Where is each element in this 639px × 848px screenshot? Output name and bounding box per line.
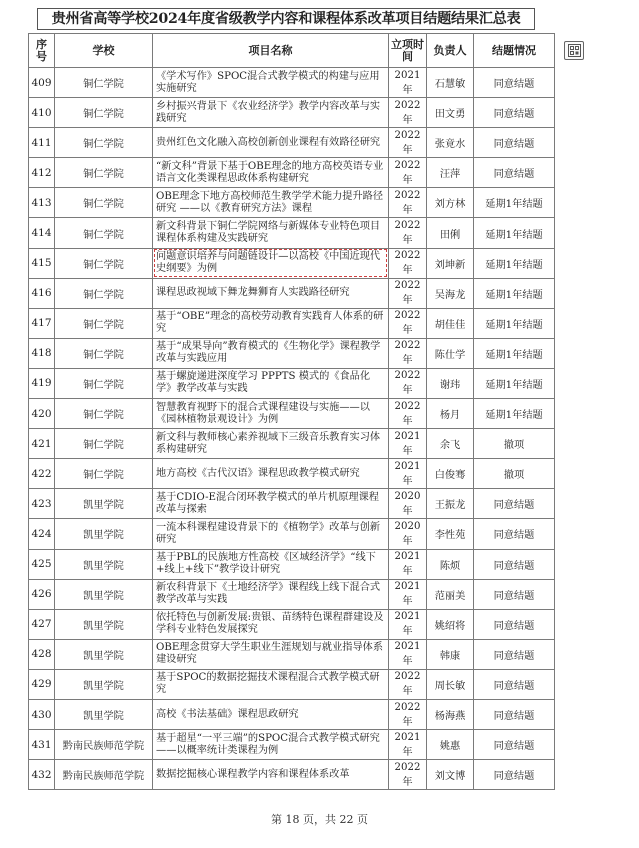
row-no: 411 xyxy=(29,128,55,158)
row-year: 2020年 xyxy=(389,519,427,549)
row-result: 同意结题 xyxy=(474,68,555,98)
row-leader: 白俊骞 xyxy=(427,459,474,489)
row-no: 413 xyxy=(29,188,55,218)
row-school: 铜仁学院 xyxy=(55,308,153,338)
row-result: 同意结题 xyxy=(474,639,555,669)
header-leader: 负责人 xyxy=(427,34,474,68)
row-project-name: 数据挖掘核心课程教学内容和课程体系改革 xyxy=(153,760,389,790)
row-leader: 韩康 xyxy=(427,639,474,669)
row-leader: 刘坤新 xyxy=(427,248,474,278)
row-school: 铜仁学院 xyxy=(55,278,153,308)
row-school: 铜仁学院 xyxy=(55,459,153,489)
table-row xyxy=(29,459,555,489)
table-row xyxy=(29,158,555,188)
row-year: 2022年 xyxy=(389,218,427,248)
row-leader: 姚惠 xyxy=(427,730,474,760)
row-project-name: 《学术写作》SPOC混合式教学模式的构建与应用实施研究 xyxy=(153,68,389,98)
row-result: 延期1年结题 xyxy=(474,188,555,218)
row-leader: 汪萍 xyxy=(427,158,474,188)
row-project-name: 新文科与教师核心素养视域下三级音乐教育实习体系构建研究 xyxy=(153,429,389,459)
table-row xyxy=(29,399,555,429)
row-school: 铜仁学院 xyxy=(55,68,153,98)
row-result: 同意结题 xyxy=(474,579,555,609)
row-leader: 周长敏 xyxy=(427,669,474,699)
row-no: 427 xyxy=(29,609,55,639)
row-school: 黔南民族师范学院 xyxy=(55,730,153,760)
row-year: 2021年 xyxy=(389,429,427,459)
table-row xyxy=(29,128,555,158)
table-row xyxy=(29,549,555,579)
row-leader: 刘文博 xyxy=(427,760,474,790)
row-leader: 姚绍将 xyxy=(427,609,474,639)
row-result: 同意结题 xyxy=(474,128,555,158)
row-school: 铜仁学院 xyxy=(55,429,153,459)
row-result: 同意结题 xyxy=(474,760,555,790)
table-row xyxy=(29,519,555,549)
row-school: 铜仁学院 xyxy=(55,399,153,429)
row-result: 同意结题 xyxy=(474,158,555,188)
row-no: 424 xyxy=(29,519,55,549)
row-leader: 田文勇 xyxy=(427,98,474,128)
results-table xyxy=(28,33,555,790)
row-no: 418 xyxy=(29,338,55,368)
row-leader: 范丽美 xyxy=(427,579,474,609)
row-year: 2022年 xyxy=(389,278,427,308)
row-project-name: 贵州红色文化融入高校创新创业课程有效路径研究 xyxy=(153,128,389,158)
row-result: 延期1年结题 xyxy=(474,399,555,429)
table-row xyxy=(29,368,555,398)
row-project-name: 基于CDIO-E混合闭环教学模式的单片机原理课程改革与探索 xyxy=(153,489,389,519)
row-no: 410 xyxy=(29,98,55,128)
row-leader: 石慧敏 xyxy=(427,68,474,98)
row-no: 429 xyxy=(29,669,55,699)
row-year: 2022年 xyxy=(389,158,427,188)
row-project-name: 基于超星“一平三端”的SPOC混合式教学模式研究——以概率统计类课程为例 xyxy=(153,730,389,760)
row-leader: 杨海燕 xyxy=(427,699,474,729)
table-row xyxy=(29,188,555,218)
row-no: 417 xyxy=(29,308,55,338)
row-school: 凯里学院 xyxy=(55,519,153,549)
table-body xyxy=(29,68,555,790)
row-result: 延期1年结题 xyxy=(474,338,555,368)
row-school: 凯里学院 xyxy=(55,549,153,579)
row-result: 撤项 xyxy=(474,459,555,489)
row-project-name: 基于“成果导向”教育模式的《生物化学》课程教学改革与实践应用 xyxy=(153,338,389,368)
row-leader: 余飞 xyxy=(427,429,474,459)
row-result: 延期1年结题 xyxy=(474,218,555,248)
row-project-name: 智慧教育视野下的混合式课程建设与实施——以《园林植物景观设计》为例 xyxy=(153,399,389,429)
table-row xyxy=(29,579,555,609)
row-project-name: 基于PBL的民族地方性高校《区域经济学》“线下+线上+线下”教学设计研究 xyxy=(153,549,389,579)
row-leader: 陈烦 xyxy=(427,549,474,579)
row-project-name xyxy=(153,248,389,278)
row-result: 同意结题 xyxy=(474,730,555,760)
table-row xyxy=(29,669,555,699)
row-result: 同意结题 xyxy=(474,669,555,699)
row-leader: 杨月 xyxy=(427,399,474,429)
row-year: 2021年 xyxy=(389,579,427,609)
row-year: 2022年 xyxy=(389,308,427,338)
row-no: 419 xyxy=(29,368,55,398)
row-school: 铜仁学院 xyxy=(55,188,153,218)
row-project-name: 新文科背景下铜仁学院网络与新媒体专业特色项目课程体系构建及实践研究 xyxy=(153,218,389,248)
row-no: 414 xyxy=(29,218,55,248)
table-row xyxy=(29,68,555,98)
row-year: 2022年 xyxy=(389,760,427,790)
header-year: 立项时间 xyxy=(389,34,427,68)
row-no: 421 xyxy=(29,429,55,459)
document-title: 贵州省高等学校2024年度省级教学内容和课程体系改革项目结题结果汇总表 xyxy=(37,8,535,30)
row-project-name: 基于螺旋递进深度学习 PPPTS 模式的《食品化学》教学改革与实践 xyxy=(153,368,389,398)
row-no: 412 xyxy=(29,158,55,188)
row-result: 同意结题 xyxy=(474,98,555,128)
page-footer: 第 18 页，共 22 页 xyxy=(271,813,368,826)
table-row xyxy=(29,639,555,669)
header-project-name: 项目名称 xyxy=(153,34,389,68)
row-year: 2020年 xyxy=(389,489,427,519)
row-project-name: OBE理念下地方高校师范生教学学术能力提升路径研究 ——以《教育研究方法》课程 xyxy=(153,188,389,218)
row-school: 黔南民族师范学院 xyxy=(55,760,153,790)
table-row xyxy=(29,609,555,639)
row-no: 426 xyxy=(29,579,55,609)
row-project-name: 地方高校《古代汉语》课程思政教学模式研究 xyxy=(153,459,389,489)
row-no: 431 xyxy=(29,730,55,760)
table-row xyxy=(29,98,555,128)
row-result: 同意结题 xyxy=(474,699,555,729)
header-school: 学校 xyxy=(55,34,153,68)
row-year: 2022年 xyxy=(389,98,427,128)
row-school: 铜仁学院 xyxy=(55,158,153,188)
header-no: 序号 xyxy=(29,34,55,68)
row-leader: 王振龙 xyxy=(427,489,474,519)
row-year: 2021年 xyxy=(389,730,427,760)
row-leader: 刘方林 xyxy=(427,188,474,218)
table-row xyxy=(29,699,555,729)
row-result: 延期1年结题 xyxy=(474,308,555,338)
table-header-row xyxy=(29,34,555,68)
row-year: 2021年 xyxy=(389,609,427,639)
row-no: 430 xyxy=(29,699,55,729)
row-project-name: “新文科”背景下基于OBE理念的地方高校英语专业语言文化类课程思政体系构建研究 xyxy=(153,158,389,188)
table-row xyxy=(29,218,555,248)
row-year: 2021年 xyxy=(389,639,427,669)
row-no: 416 xyxy=(29,278,55,308)
row-result: 延期1年结题 xyxy=(474,368,555,398)
row-no: 409 xyxy=(29,68,55,98)
header-result: 结题情况 xyxy=(474,34,555,68)
row-no: 425 xyxy=(29,549,55,579)
row-year: 2021年 xyxy=(389,549,427,579)
row-school: 铜仁学院 xyxy=(55,248,153,278)
row-school: 凯里学院 xyxy=(55,489,153,519)
row-result: 延期1年结题 xyxy=(474,278,555,308)
row-no: 428 xyxy=(29,639,55,669)
table-row xyxy=(29,760,555,790)
row-leader: 谢玮 xyxy=(427,368,474,398)
row-year: 2022年 xyxy=(389,128,427,158)
row-leader: 张竟水 xyxy=(427,128,474,158)
row-year: 2022年 xyxy=(389,699,427,729)
row-school: 凯里学院 xyxy=(55,639,153,669)
row-school: 铜仁学院 xyxy=(55,98,153,128)
row-project-name: 一流本科课程建设背景下的《植物学》改革与创新研究 xyxy=(153,519,389,549)
row-result: 同意结题 xyxy=(474,549,555,579)
row-school: 铜仁学院 xyxy=(55,128,153,158)
row-leader: 吴海龙 xyxy=(427,278,474,308)
row-year: 2022年 xyxy=(389,338,427,368)
highlighted-project-name: 问题意识培养与问题链设计—以高校《中国近现代史纲要》为例 xyxy=(156,251,385,275)
table-row xyxy=(29,308,555,338)
row-result: 撤项 xyxy=(474,429,555,459)
row-result: 延期1年结题 xyxy=(474,248,555,278)
row-school: 铜仁学院 xyxy=(55,338,153,368)
row-project-name: 依托特色与创新发展:贵银、苗绣特色课程群建设及学科专业特色发展探究 xyxy=(153,609,389,639)
row-project-name: 基于SPOC的数据挖掘技术课程混合式教学模式研究 xyxy=(153,669,389,699)
row-year: 2022年 xyxy=(389,188,427,218)
row-year: 2021年 xyxy=(389,68,427,98)
row-project-name: 乡村振兴背景下《农业经济学》教学内容改革与实践研究 xyxy=(153,98,389,128)
row-result: 同意结题 xyxy=(474,489,555,519)
row-year: 2022年 xyxy=(389,368,427,398)
row-no: 415 xyxy=(29,248,55,278)
row-no: 420 xyxy=(29,399,55,429)
table-row xyxy=(29,730,555,760)
row-year: 2022年 xyxy=(389,399,427,429)
table-row xyxy=(29,248,555,278)
row-project-name: 课程思政视域下舞龙舞狮育人实践路径研究 xyxy=(153,278,389,308)
row-leader: 田俐 xyxy=(427,218,474,248)
row-project-name: 高校《书法基础》课程思政研究 xyxy=(153,699,389,729)
row-school: 铜仁学院 xyxy=(55,218,153,248)
row-no: 423 xyxy=(29,489,55,519)
table-row xyxy=(29,338,555,368)
row-project-name: OBE理念贯穿大学生职业生涯规划与就业指导体系建设研究 xyxy=(153,639,389,669)
grid-qr-icon-glyph xyxy=(568,44,581,57)
row-leader: 胡佳佳 xyxy=(427,308,474,338)
row-school: 凯里学院 xyxy=(55,699,153,729)
row-year: 2021年 xyxy=(389,459,427,489)
row-year: 2022年 xyxy=(389,248,427,278)
row-school: 凯里学院 xyxy=(55,669,153,699)
table-row xyxy=(29,429,555,459)
row-year: 2022年 xyxy=(389,669,427,699)
row-no: 422 xyxy=(29,459,55,489)
row-no: 432 xyxy=(29,760,55,790)
row-leader: 李性苑 xyxy=(427,519,474,549)
row-leader: 陈仕学 xyxy=(427,338,474,368)
row-school: 铜仁学院 xyxy=(55,368,153,398)
table-row xyxy=(29,489,555,519)
table-row xyxy=(29,278,555,308)
row-school: 凯里学院 xyxy=(55,609,153,639)
row-project-name: 新农科背景下《土地经济学》课程线上线下混合式教学改革与实践 xyxy=(153,579,389,609)
grid-qr-icon[interactable] xyxy=(564,41,584,60)
row-result: 同意结题 xyxy=(474,519,555,549)
row-result: 同意结题 xyxy=(474,609,555,639)
row-project-name: 基于“OBE”理念的高校劳动教育实践育人体系的研究 xyxy=(153,308,389,338)
row-school: 凯里学院 xyxy=(55,579,153,609)
